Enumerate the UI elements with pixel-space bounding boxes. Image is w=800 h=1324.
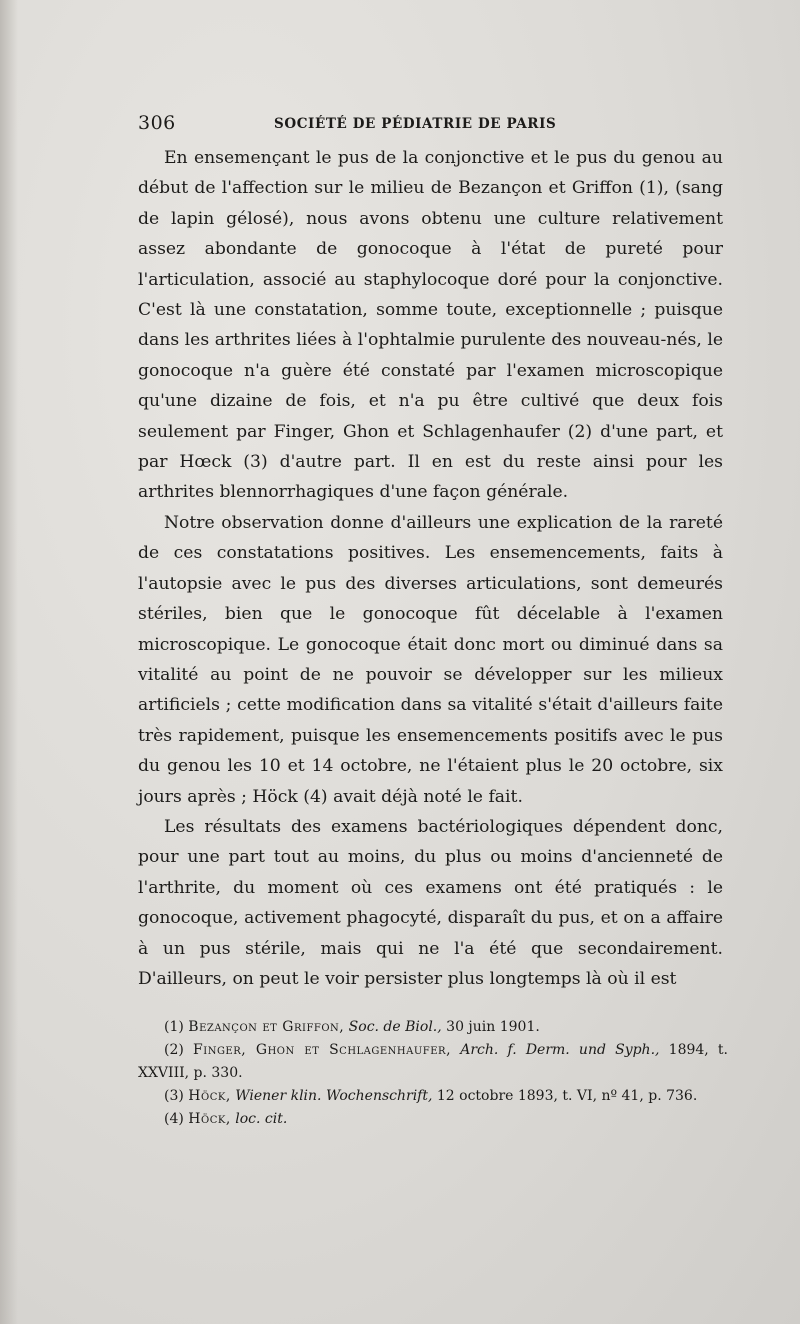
running-title: SOCIÉTÉ DE PÉDIATRIE DE PARIS	[274, 116, 557, 132]
footnote-details: 12 octobre 1893, t. VI, nº 41, p. 736.	[436, 1088, 698, 1104]
footnote-authors: Höck,	[188, 1111, 231, 1127]
page-header	[138, 112, 738, 142]
footnote-details: 1894, t. XXVIII, p. 330.	[138, 1042, 729, 1081]
footnote-marker: (3)	[164, 1088, 184, 1104]
footnote	[138, 1039, 728, 1085]
page-number: 306	[138, 112, 176, 134]
paragraph: En ensemençant le pus de la conjonctive et le pus du genou au début de l'affection sur le milieu de Bezançon et Griffon (1), (sang de lapin gélosé), nous avons obtenu une culture relativement assez abondante de gonocoque à l'état de pureté pour l'articulation, associé au staphylocoque doré pour la conjonctive. C'est là une constatation, somme toute, exceptionnelle ; puisque dans les arthrites liées à l'ophtalmie purulente des nouveau-nés, le gonocoque n'a guère été constaté par l'examen microscopique qu'une dizaine de fois, et n'a pu être cultivé que deux fois seulement par Finger, Ghon et Schlagenhaufer (2) d'une part, et par Hœck (3) d'autre part. Il en est du reste ainsi pour les arthrites blennorrhagiques d'une façon générale.	[138, 148, 723, 503]
footnote-authors: Höck,	[188, 1088, 231, 1104]
paragraph: Les résultats des examens bactériologiques dépendent donc, pour une part tout au moins, du plus ou moins d'ancienneté de l'arthrite, du moment où ces examens ont été pratiqués : le gonocoque, activement phagocyté, disparaît du pus, et on a affaire à un pus stérile, mais qui ne l'a été que secondairement. D'ailleurs, on peut le voir persister plus longtemps là où il est	[138, 816, 723, 989]
footnote-details: 30 juin 1901.	[446, 1019, 540, 1035]
footnote-journal: Arch. f. Derm. und Syph.,	[460, 1042, 660, 1058]
footnote-marker: (2)	[164, 1042, 184, 1058]
footnote-marker: (4)	[164, 1111, 184, 1127]
footnote-journal: loc. cit.	[235, 1111, 288, 1127]
footnote-marker: (1)	[164, 1019, 184, 1035]
body-text	[138, 143, 723, 994]
footnote	[138, 1085, 728, 1108]
footnote	[138, 1016, 728, 1039]
footnote-journal: Soc. de Biol.,	[348, 1019, 442, 1035]
footnote-authors: Bezançon et Griffon,	[188, 1019, 345, 1035]
footnote	[138, 1108, 728, 1131]
footnote-journal: Wiener klin. Wochenschrift,	[235, 1088, 433, 1104]
footnote-authors: Finger, Ghon et Schlagenhaufer,	[193, 1042, 452, 1058]
paragraph: Notre observation donne d'ailleurs une explication de la rareté de ces constatations positives. Les ensemencements, faits à l'autopsie avec le pus des diverses articulations, sont demeurés stériles, bien que le gonocoque fût décelable à l'examen microscopique. Le gonocoque était donc mort ou diminué dans sa vitalité au point de ne pouvoir se développer sur les milieux artificiels ; cette modification dans sa vitalité s'était d'ailleurs faite très rapidement, puisque les ensemencements positifs avec le pus du genou les 10 et 14 octobre, ne l'étaient plus le 20 octobre, six jours après ; Höck (4) avait déjà noté le fait.	[138, 512, 723, 807]
footnotes	[138, 1016, 728, 1131]
